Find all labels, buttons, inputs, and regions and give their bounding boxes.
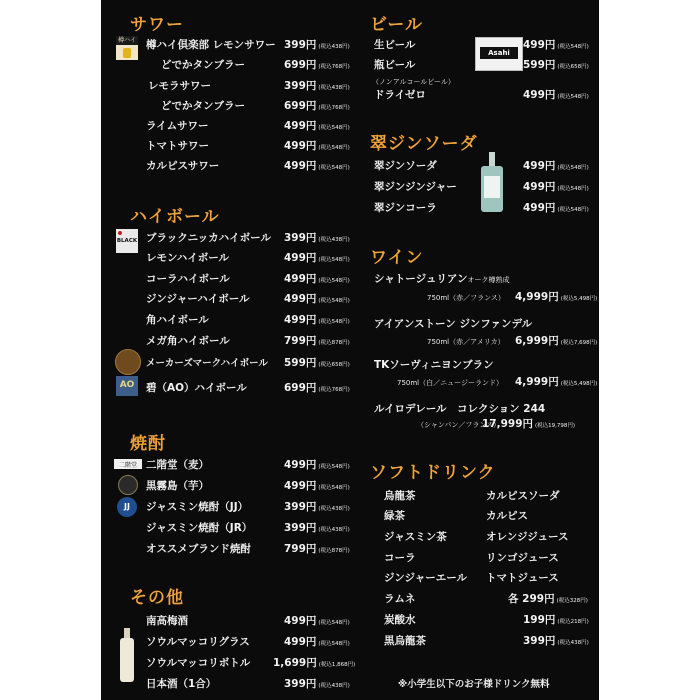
menu-item-name: 黒烏龍茶 — [384, 635, 426, 647]
footnote: ※小学生以下のお子様ドリンク無料 — [398, 679, 550, 690]
sui-bottle-image — [481, 152, 503, 212]
asahi-logo: Asahi — [475, 37, 523, 71]
menu-item-price: 499円 (税込548円) — [284, 636, 350, 648]
soft-drink-name: 緑茶 — [384, 510, 405, 522]
menu-item-price: 499円 (税込548円) — [284, 273, 350, 285]
ao-logo: AO — [116, 376, 138, 396]
menu-item-name: ジャスミン焼酎（JR） — [146, 522, 253, 534]
menu-item-desc: 750ml（赤／アメリカ） — [427, 338, 505, 346]
menu-item-price: 399円 (税込438円) — [284, 522, 350, 534]
menu-item-price: 399円 (税込438円) — [284, 80, 350, 92]
soft-drink-name: オレンジジュース — [486, 531, 569, 543]
menu-item-price: 799円 (税込878円) — [284, 335, 350, 347]
menu-item-price: 399円 (税込438円) — [284, 232, 350, 244]
menu-item-name: ソウルマッコリボトル — [146, 657, 251, 669]
menu-item-name: 黒霧島（芋） — [146, 480, 209, 492]
menu-item-name: トマトサワー — [146, 140, 209, 152]
section-title-beer: ビール — [370, 15, 423, 35]
menu-item-price: 499円 (税込548円) — [523, 160, 589, 172]
menu-item-price: 799円 (税込878円) — [284, 543, 350, 555]
soft-drink-name: 烏龍茶 — [384, 490, 416, 502]
menu-item-price: 499円 (税込548円) — [284, 120, 350, 132]
menu-item-name: 炭酸水 — [384, 614, 416, 626]
soft-drink-name: カルピス — [486, 510, 528, 522]
menu-item-desc: 750ml（赤／フランス） — [427, 294, 505, 302]
menu-item-name: ライムサワー — [146, 120, 209, 132]
menu-item-name: 角ハイボール — [146, 314, 209, 326]
menu-item-price: 499円 (税込548円) — [523, 89, 589, 101]
menu-item-name: カルピスサワー — [146, 160, 220, 172]
makgeolli-bottle-image — [120, 628, 134, 682]
makers-mark-logo — [115, 349, 141, 375]
menu-item-price: 399円 (税込438円) — [284, 39, 350, 51]
menu-item-price: 17,999円 (税込19,798円) — [482, 418, 576, 430]
section-title-shochu: 焼酎 — [130, 434, 166, 454]
soft-drink-name: トマトジュース — [486, 572, 559, 584]
menu-item-price: 499円 (税込548円) — [284, 293, 350, 305]
menu-item-name: レモンハイボール — [146, 252, 230, 264]
soft-drink-name: コーラ — [384, 552, 416, 564]
menu-item-name: 生ビール — [374, 39, 416, 51]
section-title-sui: 翠ジンソーダ — [370, 134, 478, 154]
menu-item-name: どでかタンブラー — [161, 100, 245, 112]
menu-item-name: コーラハイボール — [146, 273, 230, 285]
section-title-soft: ソフトドリンク — [370, 463, 496, 483]
menu-item-price: 499円 (税込548円) — [523, 39, 589, 51]
menu-item-price: 499円 (税込548円) — [284, 459, 350, 471]
drink-menu — [101, 0, 599, 700]
menu-item-name: 樽ハイ倶楽部 レモンサワー — [146, 39, 276, 51]
menu-item-price: 499円 (税込548円) — [523, 181, 589, 193]
menu-item-name: ジンジャーハイボール — [146, 293, 250, 305]
menu-item-price: 699円 (税込768円) — [284, 100, 350, 112]
menu-item-price: 499円 (税込548円) — [284, 615, 350, 627]
menu-item-price: 499円 (税込548円) — [284, 252, 350, 264]
menu-item-price: 1,699円 (税込1,868円) — [273, 657, 356, 669]
taru-hi-logo: 樽ハイ — [116, 36, 138, 60]
kirishima-logo — [118, 475, 138, 495]
menu-item-price: 399円 (税込438円) — [284, 678, 350, 690]
menu-item-price: 4,999円 (税込5,498円) — [515, 376, 598, 388]
menu-item-desc: （シャンパン／フランス） — [417, 421, 501, 429]
menu-item-name: 翠ジンコーラ — [374, 202, 437, 214]
menu-item-price: 4,999円 (税込5,498円) — [515, 291, 598, 303]
menu-item-name: 日本酒（1合） — [146, 678, 217, 690]
section-title-wine: ワイン — [370, 248, 424, 268]
menu-item-price: 6,999円 (税込7,698円) — [515, 335, 598, 347]
menu-item-name: アイアンストーン ジンファンデル — [374, 318, 532, 330]
menu-item-name: 翠ジンソーダ — [374, 160, 437, 172]
menu-item-name: どでかタンブラー — [161, 59, 245, 71]
menu-item-name: メーカーズマークハイボール — [146, 358, 268, 369]
menu-item-name: レモラサワー — [148, 80, 211, 92]
menu-item-name: TKソーヴィニヨンブラン — [374, 359, 494, 371]
menu-item-name: 翠ジンジンジャー — [374, 181, 457, 193]
menu-item-name: ドライゼロ — [374, 89, 426, 101]
menu-item-price: 各 299円 (税込328円) — [508, 593, 588, 605]
menu-item-name: ソウルマッコリグラス — [146, 636, 250, 648]
nikaido-logo: 二階堂 — [114, 459, 142, 469]
menu-item-price: 599円 (税込658円) — [523, 59, 589, 71]
menu-item-price: 499円 (税込548円) — [284, 160, 350, 172]
menu-item-name: 碧（AO）ハイボール — [146, 382, 247, 394]
menu-item-price: 499円 (税込548円) — [523, 202, 589, 214]
menu-item-price: 499円 (税込548円) — [284, 140, 350, 152]
menu-item-name: 二階堂（麦） — [146, 459, 209, 471]
section-title-highball: ハイボール — [130, 207, 220, 227]
section-title-sour: サワー — [130, 15, 184, 35]
menu-item-price: 499円 (税込548円) — [284, 314, 350, 326]
menu-item-name: 南高梅酒 — [146, 615, 188, 627]
soft-drink-name: ジンジャーエール — [384, 572, 468, 584]
menu-item-price: 399円 (税込438円) — [284, 501, 350, 513]
menu-item-name: ルイロデレール コレクション 244 — [374, 403, 546, 415]
black-nikka-logo: BLACK — [116, 229, 138, 253]
menu-item-price: 199円 (税込218円) — [523, 614, 589, 626]
menu-item-note: （ノンアルコールビール） — [372, 78, 455, 86]
soft-drink-name: リンゴジュース — [486, 552, 559, 564]
menu-item-name: オススメブランド焼酎 — [146, 543, 251, 555]
menu-item-name: メガ角ハイボール — [146, 335, 230, 347]
menu-item-name: ラムネ — [384, 593, 416, 605]
section-title-other: その他 — [130, 588, 184, 608]
soft-drink-name: ジャスミン茶 — [384, 531, 447, 543]
menu-item-name: ブラックニッカハイボール — [146, 232, 271, 244]
menu-item-price: 599円 (税込658円) — [284, 357, 350, 369]
menu-item-price: 399円 (税込438円) — [523, 635, 589, 647]
jj-logo: JJ — [117, 497, 137, 517]
menu-item-desc: 750ml（白／ニュージーランド） — [397, 379, 503, 387]
menu-item-name: シャトージュリアンオーク樽熟成 — [374, 273, 510, 285]
menu-item-price: 699円 (税込768円) — [284, 382, 350, 394]
menu-item-name: ジャスミン焼酎（JJ） — [146, 501, 249, 513]
menu-item-price: 499円 (税込548円) — [284, 480, 350, 492]
menu-item-name: 瓶ビール — [374, 59, 416, 71]
soft-drink-name: カルピスソーダ — [486, 490, 560, 502]
menu-item-price: 699円 (税込768円) — [284, 59, 350, 71]
